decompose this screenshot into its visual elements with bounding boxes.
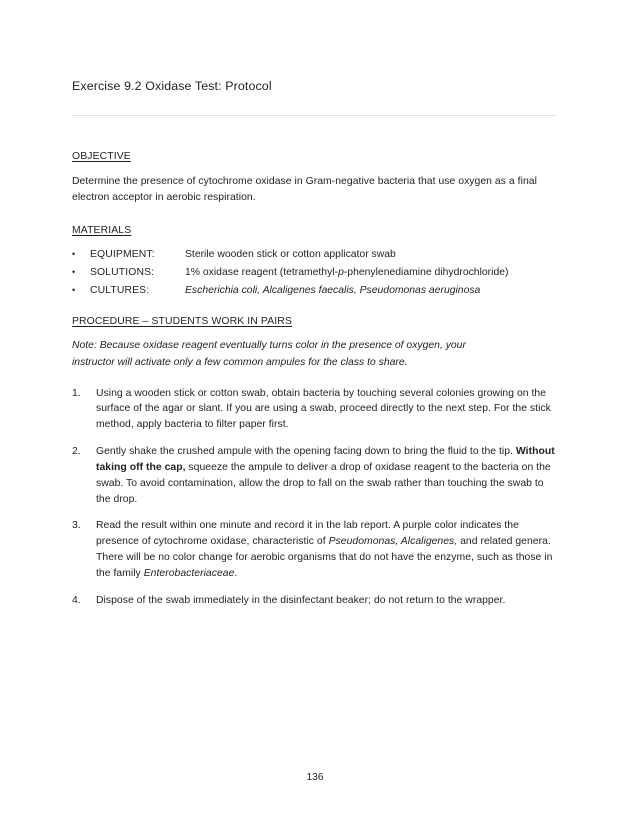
- objective-heading: OBJECTIVE: [72, 151, 131, 163]
- material-label: SOLUTIONS:: [90, 266, 155, 278]
- step-text: Using a wooden stick or cotton swab, obtain bacteria by touching several colonies growing on the surface of the agar or slant. If you are using a swab, proceed directly to the next step. For the stick method, apply bacteria to filter paper first.: [96, 387, 551, 431]
- step-item: [72, 386, 556, 433]
- step-text-part2: and related genera. There will be no color change for aerobic organisms that do not have the enzyme, such as those in the family: [96, 536, 553, 579]
- materials-list: [72, 246, 556, 300]
- list-item: [72, 282, 556, 300]
- materials-heading: MATERIALS: [72, 224, 132, 236]
- step-item: [72, 593, 556, 609]
- step-item: [72, 444, 556, 507]
- procedure-note: Note: Because oxidase reagent eventually turns color in the presence of oxygen, your instructor will activate only a few common ampules for the class to share.: [72, 340, 466, 368]
- list-item: [72, 264, 556, 282]
- spacer: [72, 206, 556, 225]
- objective-text: Determine the presence of cytochrome oxidase in Gram-negative bacteria that use oxygen as a final electron acceptor in aerobic respiration.: [72, 176, 537, 203]
- bullet-icon: •: [72, 284, 76, 295]
- step-text: [96, 444, 556, 507]
- step-text-italic-family: Enterobacteriaceae: [143, 567, 235, 579]
- spacer: [72, 371, 556, 386]
- step-text-part1: Gently shake the crushed ampule with the opening facing down to bring the fluid to the tip.: [96, 446, 516, 458]
- bullet-icon: •: [72, 248, 76, 259]
- page-number: 136: [306, 772, 324, 783]
- spacer: [72, 327, 556, 338]
- step-number: 3.: [72, 520, 81, 532]
- step-text-bold: Without taking off the cap,: [96, 446, 555, 473]
- spacer: [72, 124, 556, 151]
- page-title: Exercise 9.2 Oxidase Test: Protocol: [72, 79, 272, 93]
- list-item: [72, 246, 556, 264]
- material-value-part2: -phenylenediamine dihydrochloride): [343, 266, 509, 278]
- title-divider: [72, 115, 556, 116]
- step-number: 4.: [72, 594, 81, 606]
- material-value-italic: p: [338, 266, 344, 278]
- step-number: 1.: [72, 387, 81, 399]
- material-value: [185, 264, 556, 282]
- spacer: [72, 162, 556, 174]
- step-text: Dispose of the swab immediately in the disinfectant beaker; do not return to the wrapper.: [96, 594, 506, 606]
- procedure-heading: PROCEDURE – STUDENTS WORK IN PAIRS: [72, 316, 292, 328]
- material-label: CULTURES:: [90, 284, 150, 296]
- step-number: 2.: [72, 446, 81, 458]
- step-item: [72, 518, 556, 581]
- step-text-italic-genera: Pseudomonas, Alcaligenes,: [328, 536, 458, 548]
- spacer: [72, 236, 556, 246]
- step-text: [96, 518, 556, 581]
- material-value-part1: 1% oxidase reagent (tetramethyl-: [185, 266, 339, 278]
- material-value: Escherichia coli, Alcaligenes faecalis, Pseudomonas aeruginosa: [185, 284, 481, 296]
- step-text-part2: squeeze the ampule to deliver a drop of oxidase reagent to the bacteria on the swab. To avoid contamination, allow the drop to fall on the swab rather than touching the swab to the drop.: [96, 461, 551, 505]
- procedure-steps: [72, 386, 556, 609]
- bullet-icon: •: [72, 266, 76, 277]
- material-label: EQUIPMENT:: [90, 248, 155, 260]
- material-value: Sterile wooden stick or cotton applicator swab: [185, 248, 396, 260]
- step-text-part1: Read the result within one minute and record it in the lab report. A purple color indicates the presence of cytochrome oxidase, characteristic of: [96, 520, 519, 548]
- spacer: [72, 299, 556, 316]
- step-text-part3: .: [234, 567, 238, 579]
